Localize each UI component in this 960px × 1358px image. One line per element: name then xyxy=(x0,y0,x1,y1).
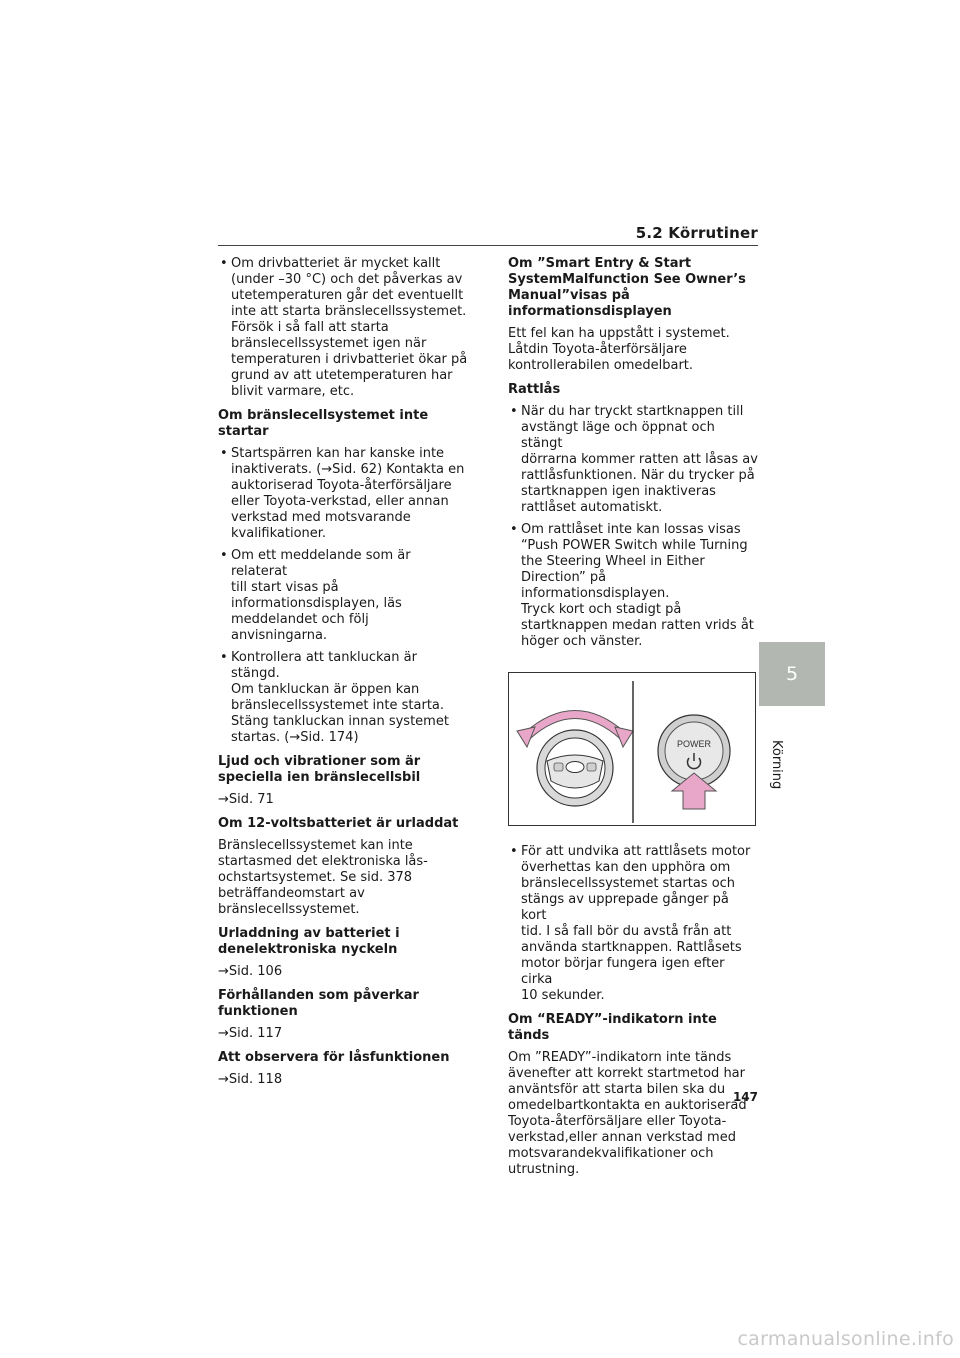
text-line: Om ”Smart Entry & Start System xyxy=(508,256,692,287)
heading-smart-entry-malfunction xyxy=(508,256,758,320)
text-line: bilen omedelbart. xyxy=(577,358,694,373)
text-line: auktoriserad Toyota-återförsäljare xyxy=(231,478,452,493)
text-line: kontakta en auktoriserad Toyota- xyxy=(508,1098,747,1129)
heading-noise-vibration xyxy=(218,754,468,786)
left-column xyxy=(218,256,468,1094)
text-line: startknappen igen inaktiveras xyxy=(521,484,716,499)
text-line: Direction” på informationsdisplayen. xyxy=(521,570,670,601)
text-line: Ett fel kan ha uppstått i systemet. Låt xyxy=(508,326,730,357)
power-button-label: POWER xyxy=(676,739,712,749)
steering-wheel-illustration xyxy=(509,673,757,827)
text-line: Malfunction See Owner’s Manual” xyxy=(508,272,746,303)
text-line: inaktiverats. (→Sid. 62) Kontakta en xyxy=(231,462,465,477)
ref-page-106[interactable]: →Sid. 106 xyxy=(218,964,283,979)
text-line: • Om ett meddelande som är relaterat xyxy=(231,548,411,579)
text-line: blivit varmare, etc. xyxy=(231,384,355,399)
chapter-tab[interactable] xyxy=(759,642,825,706)
text-line: stängs av upprepade gånger på kort xyxy=(521,892,729,923)
text-line: elektroniska nyckeln xyxy=(245,942,398,957)
text-line: • Startspärren kan har kanske inte xyxy=(231,446,445,461)
ref-page-117[interactable]: →Sid. 117 xyxy=(218,1026,283,1041)
heading-lock-function: Att observera för låsfunktionen xyxy=(218,1050,450,1065)
text-line: Försök i så fall att starta xyxy=(231,320,389,335)
steering-wheel-figure xyxy=(508,672,756,826)
text-line: grund av att utetemperaturen har xyxy=(231,368,453,383)
text-line: • När du har tryckt startknappen till xyxy=(521,404,744,419)
text-line: bränslecellssystemet igen när xyxy=(231,336,427,351)
text-line: till start visas på xyxy=(231,580,339,595)
text-line: “Push POWER Switch while Turning xyxy=(521,538,748,553)
heading-steering-lock: Rattlås xyxy=(508,382,561,397)
bullet-steering-lock-auto xyxy=(508,404,758,516)
text-line: the Steering Wheel in Either xyxy=(521,554,705,569)
text-line: • Om drivbatteriet är mycket kallt xyxy=(231,256,441,271)
text-line: kvalifikationer. xyxy=(231,526,327,541)
text-line: med det elektroniska lås- och xyxy=(218,854,428,885)
heading-key-battery xyxy=(218,926,468,958)
text-line: Ljud och vibrationer som är speciella i xyxy=(218,754,421,785)
heading-ready-indicator: Om “READY”-indikatorn inte tänds xyxy=(508,1012,717,1043)
text-line: återförsäljare eller Toyota-verkstad, xyxy=(508,1114,727,1145)
text-line: dörrarna kommer ratten att låsas av xyxy=(521,452,758,467)
text-line: Om ”READY”-indikatorn inte tänds även xyxy=(508,1050,732,1081)
heading-fuel-cell-not-starting: Om bränslecellsystemet inte startar xyxy=(218,408,429,439)
chapter-label: Körning xyxy=(769,740,784,790)
text-line: startknappen medan ratten vrids åt xyxy=(521,618,754,633)
text-line: • Kontrollera att tankluckan är stängd. xyxy=(231,650,417,681)
watermark: carmanualsonline.info xyxy=(737,1328,954,1350)
bullet-cold-battery xyxy=(218,256,468,400)
header-rule xyxy=(218,245,758,246)
text-line: startsystemet. Se sid. 378 beträffande xyxy=(218,870,413,901)
bullet-steering-lock-release xyxy=(508,522,758,650)
para-ready-indicator xyxy=(508,1050,758,1178)
text-line: omstart av bränslecellssystemet. xyxy=(218,886,365,917)
text-line: rattlåsfunktionen. När du trycker på xyxy=(521,468,755,483)
para-12v-battery xyxy=(218,838,468,918)
bullet-start-message xyxy=(218,548,468,644)
text-line: kvalifikationer och utrustning. xyxy=(508,1146,714,1177)
bullet-fuel-door xyxy=(218,650,468,746)
text-line: utetemperaturen går det eventuellt xyxy=(231,288,464,303)
text-line: Urladdning av batteriet i den xyxy=(218,926,400,957)
text-line: meddelandet och följ anvisningarna. xyxy=(231,612,369,643)
text-line: Stäng tankluckan innan systemet xyxy=(231,714,449,729)
text-line: bränslecellssystemet inte starta. xyxy=(231,698,445,713)
text-line: verkstad med motsvarande xyxy=(231,510,411,525)
page-number: 147 xyxy=(732,1090,758,1104)
text-line: en bränslecellsbil xyxy=(291,770,421,785)
para-smart-entry-malfunction xyxy=(508,326,758,374)
text-line: för att starta bilen ska du omedelbart xyxy=(508,1082,726,1113)
heading-12v-battery: Om 12-voltsbatteriet är urladdat xyxy=(218,816,459,831)
text-line: startas. (→Sid. 174) xyxy=(231,730,359,745)
text-line: 10 sekunder. xyxy=(521,988,605,1003)
text-line: motor börjar fungera igen efter cirka xyxy=(521,956,725,987)
text-line: använda startknappen. Rattlåsets xyxy=(521,940,742,955)
text-line: överhettas kan den upphöra om xyxy=(521,860,731,875)
text-line: höger och vänster. xyxy=(521,634,643,649)
text-line: Bränslecellssystemet kan inte startas xyxy=(218,838,413,869)
text-line: visas på informationsdisplayen xyxy=(508,288,672,319)
text-line: informationsdisplayen, läs xyxy=(231,596,402,611)
bullet-start-lock xyxy=(218,446,468,542)
heading-conditions: Förhållanden som påverkar funktionen xyxy=(218,988,419,1019)
text-line: efter att korrekt startmetod har använts xyxy=(508,1066,745,1097)
text-line: • Om rattlåset inte kan lossas visas xyxy=(521,522,741,537)
right-column xyxy=(508,256,758,1184)
text-line: eller Toyota-verkstad, eller annan xyxy=(231,494,449,509)
text-line: (under –30 °C) och det påverkas av xyxy=(231,272,463,287)
ref-page-71[interactable]: →Sid. 71 xyxy=(218,792,274,807)
text-line: Tryck kort och stadigt på xyxy=(521,602,682,617)
section-title: 5.2 Körrutiner xyxy=(635,224,758,242)
steering-wheel-icon xyxy=(537,730,613,806)
text-line: bränslecellssystemet startas och xyxy=(521,876,736,891)
text-line: inte att starta bränslecellssystemet. xyxy=(231,304,467,319)
text-line: din Toyota-återförsäljare kontrollera xyxy=(508,342,687,373)
text-line: avstängt läge och öppnat och stängt xyxy=(521,420,715,451)
bullet-steering-lock-motor xyxy=(508,844,758,1004)
text-line: temperaturen i drivbatteriet ökar på xyxy=(231,352,468,367)
text-line: Om tankluckan är öppen kan xyxy=(231,682,420,697)
ref-page-118[interactable]: →Sid. 118 xyxy=(218,1072,283,1087)
text-line: • För att undvika att rattlåsets motor xyxy=(521,844,751,859)
text-line: rattlåset automatiskt. xyxy=(521,500,663,515)
text-line: tid. I så fall bör du avstå från att xyxy=(521,924,732,939)
chapter-number: 5 xyxy=(785,663,799,685)
text-line: eller annan verkstad med motsvarande xyxy=(508,1130,736,1161)
